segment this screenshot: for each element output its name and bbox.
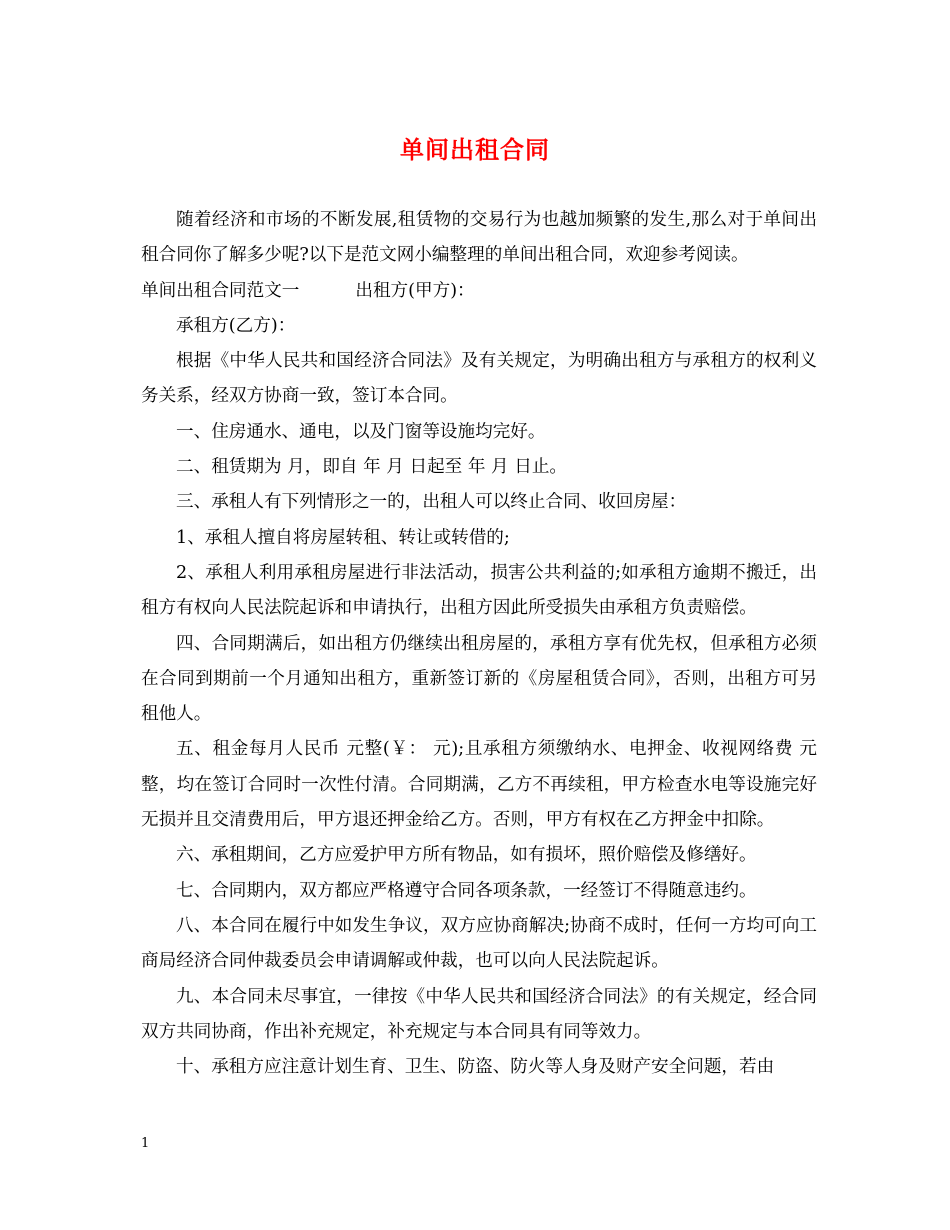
sample-heading-line: [141, 274, 817, 309]
clause-paragraph: 1、承租人擅自将房屋转租、转让或转借的;: [176, 527, 510, 548]
clause-paragraph: 十、承租方应注意计划生育、卫生、防盗、防火等人身及财产安全问题，若由: [176, 1057, 775, 1078]
intro-paragraph: 随着经济和市场的不断发展,租赁物的交易行为也越加频繁的发生,那么对于单间出租合同你了解多少呢?以下是范文网小编整理的单间出租合同，欢迎参考阅读。: [141, 210, 817, 266]
document-title: 单间出租合同: [400, 136, 550, 164]
clause-paragraph: 七、合同期内，双方都应严格遵守合同各项条款，一经签订不得随意违约。: [176, 880, 757, 901]
sample-heading: 单间出租合同范文一: [141, 280, 300, 301]
clause-paragraph: 九、本合同未尽事宜，一律按《中华人民共和国经济合同法》的有关规定，经合同双方共同协商，作出补充规定，补充规定与本合同具有同等效力。: [141, 986, 817, 1042]
clause-paragraph: 五、租金每月人民币 元整(￥： 元);且承租方须缴纳水、电押金、收视网络费 元整，均在签订合同时一次性付清。合同期满，乙方不再续租，甲方检查水电等设施完好无损并且交清费用后，甲方退还押金给乙方。否则，甲方有权在乙方押金中扣除。: [141, 739, 817, 831]
clause-paragraph: 2、承租人利用承租房屋进行非法活动，损害公共利益的;如承租方逾期不搬迁，出租方有权向人民法院起诉和申请执行，出租方因此所受损失由承租方负责赔偿。: [141, 562, 817, 619]
clause-paragraph: 三、承租人有下列情形之一的，出租人可以终止合同、收回房屋：: [176, 492, 687, 513]
lessee-line: 承租方(乙方)：: [176, 315, 296, 336]
clause-paragraph: 四、合同期满后，如出租方仍继续出租房屋的，承租方享有优先权，但承租方必须在合同到期前一个月通知出租方，重新签订新的《房屋租赁合同》，否则，出租方可另租他人。: [141, 633, 817, 725]
lessor-line: 出租方(甲方)：: [355, 280, 475, 301]
clause-paragraph: 一、住房通水、通电，以及门窗等设施均完好。: [176, 421, 546, 442]
preamble-paragraph: 根据《中华人民共和国经济合同法》及有关规定，为明确出租方与承租方的权利义务关系，经双方协商一致，签订本合同。: [141, 351, 817, 407]
document-body: [141, 203, 817, 1085]
clause-paragraph: 六、承租期间，乙方应爱护甲方所有物品，如有损坏，照价赔偿及修缮好。: [176, 845, 757, 866]
page-number: 1: [141, 1136, 150, 1151]
clause-paragraph: 二、租赁期为 月，即自 年 月 日起至 年 月 日止。: [176, 457, 568, 478]
clause-paragraph: 八、本合同在履行中如发生争议，双方应协商解决;协商不成时，任何一方均可向工商局经济合同仲裁委员会申请调解或仲裁，也可以向人民法院起诉。: [141, 915, 817, 972]
